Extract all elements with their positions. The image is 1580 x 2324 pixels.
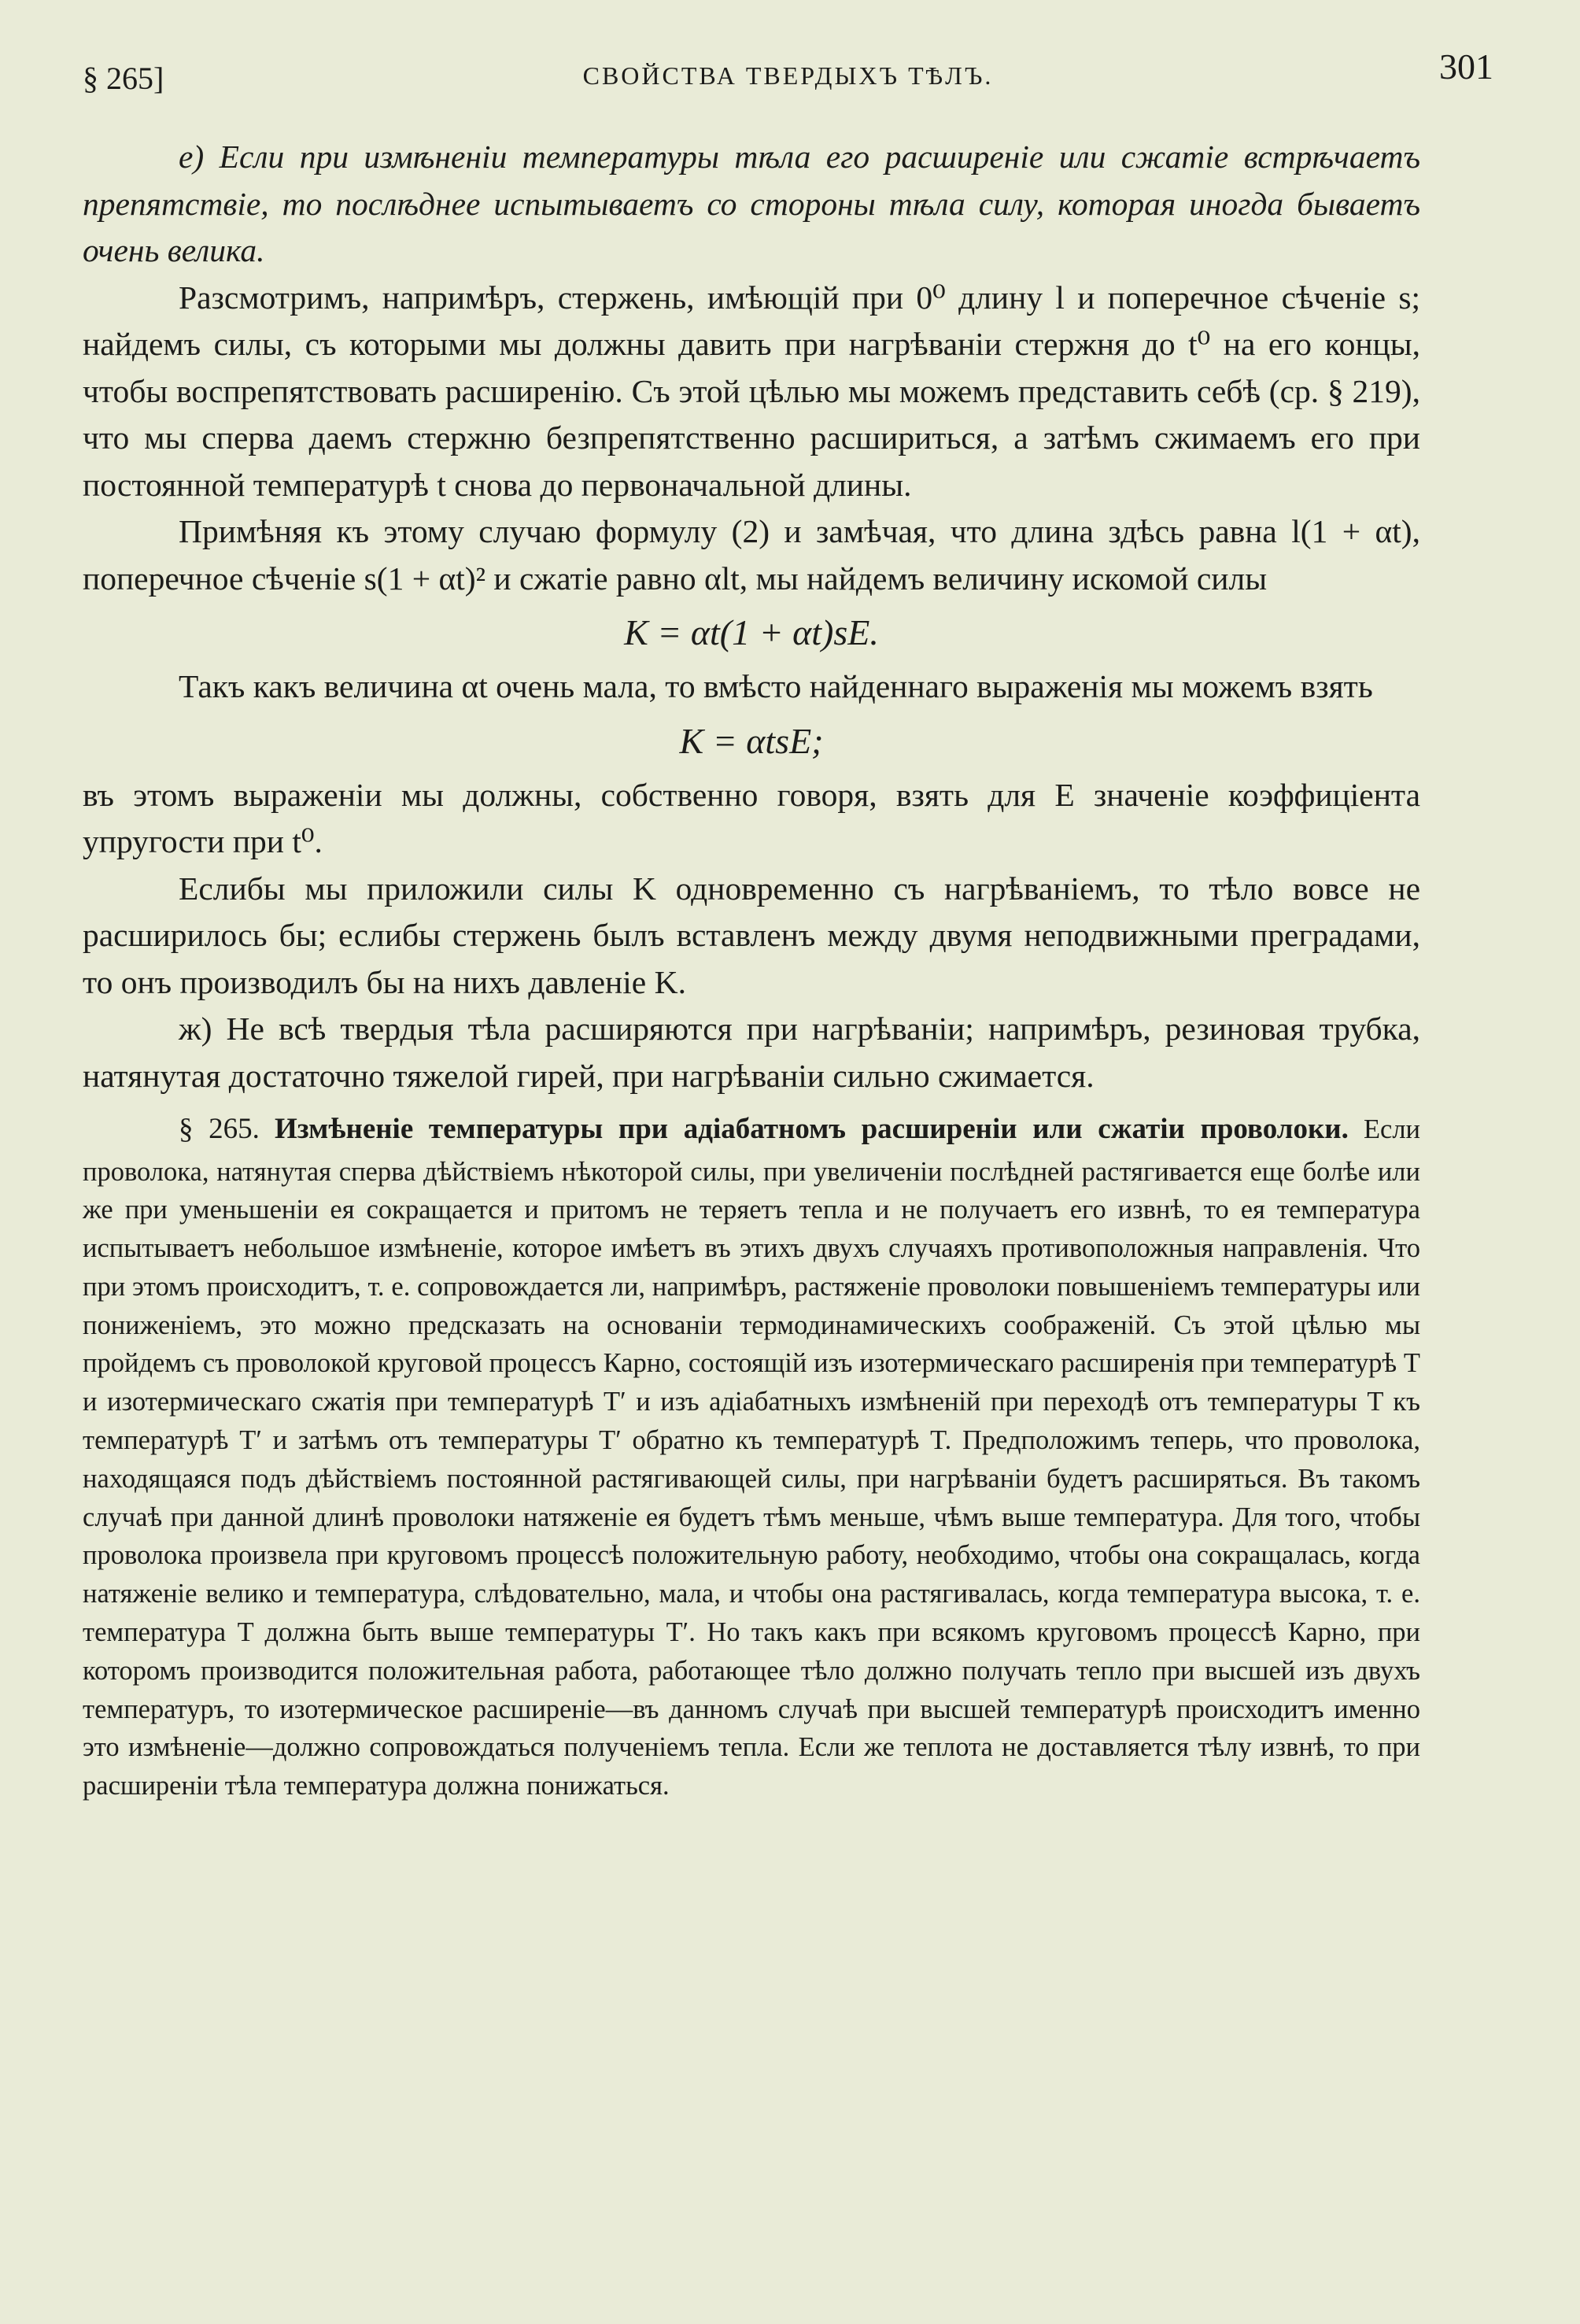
paragraph-apply: Примѣняя къ этому случаю формулу (2) и замѣчая, что длина здѣсь равна l(1 + αt), поперечное сѣченіе s(1 + αt)² и сжатіе равно αlt, мы найдемъ величину искомой силы [83,513,1420,597]
page-body [83,134,1420,1805]
formula-force-approx: K = αtsE; [679,720,824,761]
paragraph-small-alpha: Такъ какъ величина αt очень мала, то вмѣсто найденнаго выраженія мы можемъ взять [179,668,1373,704]
section-text: Если проволока, натянутая сперва дѣйствіемъ нѣкоторой силы, при увеличеніи послѣдней растягивается еще болѣе или же при уменьшеніи ея сокращается и притомъ не теряетъ тепла и не получаетъ его извнѣ, то ея температура испытываетъ небольшое измѣненіе, которое имѣетъ въ этихъ двухъ случаяхъ противоположныя направленія. Что при этомъ происходитъ, т. е. сопровождается ли, напримѣръ, растяженіе проволоки повышеніемъ температуры или пониженіемъ, это можно предсказать на основаніи термодинамическихъ соображеній. Съ этой цѣлью мы пройдемъ съ проволокой круговой процессъ Карно, состоящій изъ изотермическаго расширенія при температурѣ T и изотермическаго сжатія при температурѣ T′ и изъ адіабатныхъ измѣненій при переходѣ отъ температуры T къ температурѣ T′ и затѣмъ отъ температуры T′ обратно къ температурѣ T. Предположимъ теперь, что проволока, находящаяся подъ дѣйствіемъ постоянной растягивающей силы, при нагрѣваніи будетъ расширяться. Въ такомъ случаѣ при данной длинѣ проволоки натяженіе ея будетъ тѣмъ меньше, чѣмъ выше температура. Для того, чтобы проволока произвела при круговомъ процессѣ положительную работу, необходимо, чтобы она сокращалась, когда натяженіе велико и температура, слѣдовательно, мала, и чтобы она растягивалась, когда температура высока, т. е. температура T должна быть выше температуры T′. Но такъ какъ при всякомъ круговомъ процессѣ Карно, при которомъ производится положительная работа, работающее тѣло должно получать тепло при высшей изъ двухъ температуръ, то изотермическое расширеніе—въ данномъ случаѣ при высшей температурѣ происходитъ именно это измѣненіе—должно сопровождаться полученіемъ тепла. Если же теплота не доставляется тѣлу извнѣ, то при расширеніи тѣла температура должна понижаться. [83,1114,1421,1801]
section-title: Измѣненіе температуры при адіабатномъ расширеніи или сжатіи проволоки. [274,1113,1349,1145]
paragraph-expression: въ этомъ выраженіи мы должны, собственно говоря, взять для E значеніе коэффиціента упругости при t⁰. [83,776,1420,859]
formula-force-exact: K = αt(1 + αt)sE. [624,612,879,652]
running-header [83,46,1493,96]
paragraph-consider: Разсмотримъ, напримѣръ, стержень, имѣющій при 0⁰ длину l и поперечное сѣченіе s; найдемъ силы, съ которыми мы должны давить при нагрѣваніи стержня до t⁰ на его концы, чтобы воспрепятствовать расширенію. Съ этой цѣлью мы можемъ представить себѣ (ср. § 219), что мы сперва даемъ стержню безпрепятственно расшириться, а затѣмъ сжимаемъ его при постоянной температурѣ t снова до первоначальной длины. [83,279,1420,503]
section-265 [83,1106,1420,1805]
paragraph-zh: ж) Не всѣ твердыя тѣла расширяются при нагрѣваніи; напримѣръ, резиновая трубка, натянутая достаточно тяжелой гирей, при нагрѣваніи сильно сжимается. [83,1011,1420,1094]
page-number: 301 [1439,46,1493,87]
paragraph-if: Еслибы мы приложили силы K одновременно съ нагрѣваніемъ, то тѣло вовсе не расширилось бы; еслибы стержень былъ вставленъ между двумя неподвижными преградами, то онъ производилъ бы на нихъ давленіе K. [83,870,1420,1000]
section-number: § 265. [179,1113,260,1145]
paragraph-e: е) Если при измѣненіи температуры тѣла его расширеніе или сжатіе встрѣчаетъ препятствіе, то послѣднее испытываетъ со стороны тѣла силу, которая иногда бываетъ очень велика. [83,139,1420,268]
running-title: СВОЙСТВА ТВЕРДЫХЪ ТѢЛЪ. [582,61,994,90]
section-reference: § 265] [83,61,164,96]
